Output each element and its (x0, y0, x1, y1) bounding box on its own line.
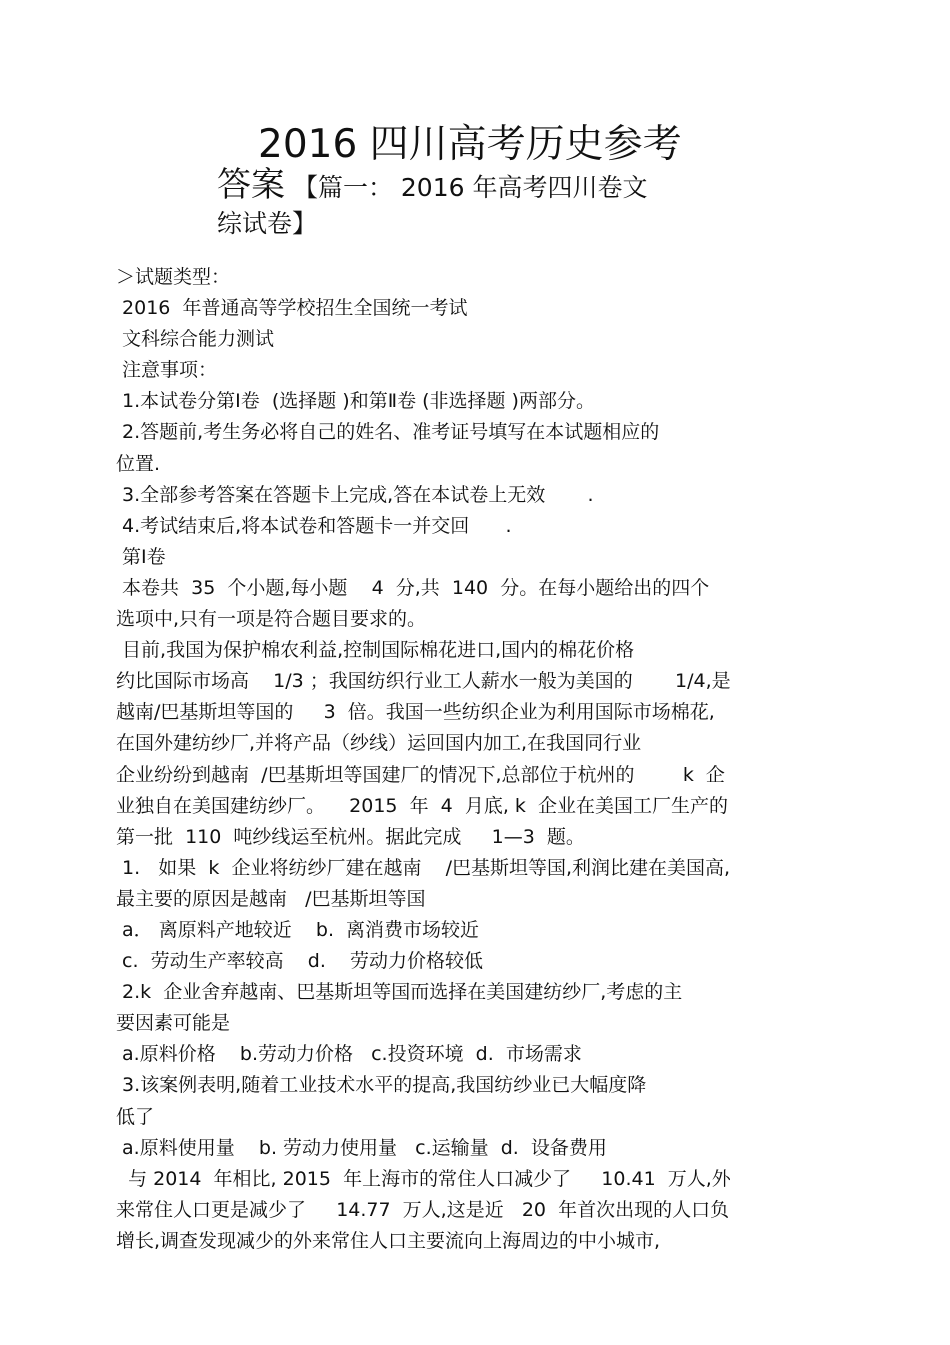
text-line: 3.全部参考答案在答题卡上完成,答在本试卷上无效 . (116, 483, 594, 506)
text-line: 约比国际市场高 1/3 ；我国纺织行业工人薪水一般为美国的 1/4,是 (116, 670, 731, 693)
title-line-1: 2016 四川高考历史参考 (258, 122, 682, 167)
text-line: 与 2014 年相比, 2015 年上海市的常住人口减少了 10.41 万人,外 (116, 1167, 731, 1190)
text-line: 2.答题前,考生务必将自己的姓名、准考证号填写在本试题相应的 (116, 421, 660, 444)
text-line: 2016 年普通高等学校招生全国统一考试 (116, 297, 468, 320)
text-line: 文科综合能力测试 (116, 328, 275, 351)
text-line: 最主要的原因是越南 /巴基斯坦等国 (116, 887, 426, 910)
text-line: a.原料价格 b.劳动力价格 c.投资环境 d. 市场需求 (116, 1043, 582, 1066)
text-line: 1.本试卷分第Ⅰ卷 (选择题 )和第Ⅱ卷 (非选择题 )两部分。 (116, 390, 595, 413)
text-line: 本卷共 35 个小题,每小题 4 分,共 140 分。在每小题给出的四个 (116, 576, 710, 599)
text-line: 低了 (116, 1105, 155, 1128)
text-line: 选项中,只有一项是符合题目要求的。 (116, 608, 427, 631)
text-line: 第一批 110 吨纱线运至杭州。据此完成 1—3 题。 (116, 825, 585, 848)
text-line: 3.该案例表明,随着工业技术水平的提高,我国纺纱业已大幅度降 (116, 1074, 647, 1097)
text-line: 业独自在美国建纺纱厂。 2015 年 4 月底, k 企业在美国工厂生产的 (116, 794, 728, 817)
text-line: 第Ⅰ卷 (116, 545, 166, 568)
text-line: 位置. (116, 452, 161, 475)
text-line: 来常住人口更是减少了 14.77 万人,这是近 20 年首次出现的人口负 (116, 1198, 730, 1221)
text-line: 目前,我国为保护棉农利益,控制国际棉花进口,国内的棉花价格 (116, 639, 635, 662)
text-line: 4.考试结束后,将本试卷和答题卡一并交回 . (116, 514, 512, 537)
text-line: 增长,调查发现减少的外来常住人口主要流向上海周边的中小城市, (116, 1229, 661, 1252)
text-line: c. 劳动生产率较高 d. 劳动力价格较低 (116, 950, 484, 973)
text-line: 越南/巴基斯坦等国的 3 倍。我国一些纺织企业为利用国际市场棉花, (116, 701, 715, 724)
document-body (116, 262, 816, 1257)
text-line: a.原料使用量 b. 劳动力使用量 c.运输量 d. 设备费用 (116, 1136, 607, 1159)
text-line: 在国外建纺纱厂,并将产品（纱线）运回国内加工,在我国同行业 (116, 732, 642, 755)
text-line: 注意事项： (116, 359, 218, 382)
text-line: a． 离原料产地较近 b. 离消费市场较近 (116, 918, 480, 941)
text-line: 要因素可能是 (116, 1012, 231, 1035)
title-line-3: 综试卷】 (217, 209, 318, 238)
text-line: 1. 如果 k 企业将纺纱厂建在越南 /巴基斯坦等国,利润比建在美国高, (116, 856, 731, 879)
title-subtitle-text: 【篇一： 2016 年高考四川卷文 (285, 173, 648, 202)
text-line: ＞试题类型： (116, 266, 231, 288)
title-answer-text: 答案 (217, 165, 285, 205)
text-line: 企业纷纷到越南 /巴基斯坦等国建厂的情况下,总部位于杭州的 k 企 (116, 763, 725, 786)
text-line: 2.k 企业舍弃越南、巴基斯坦等国而选择在美国建纺纱厂,考虑的主 (116, 981, 683, 1004)
